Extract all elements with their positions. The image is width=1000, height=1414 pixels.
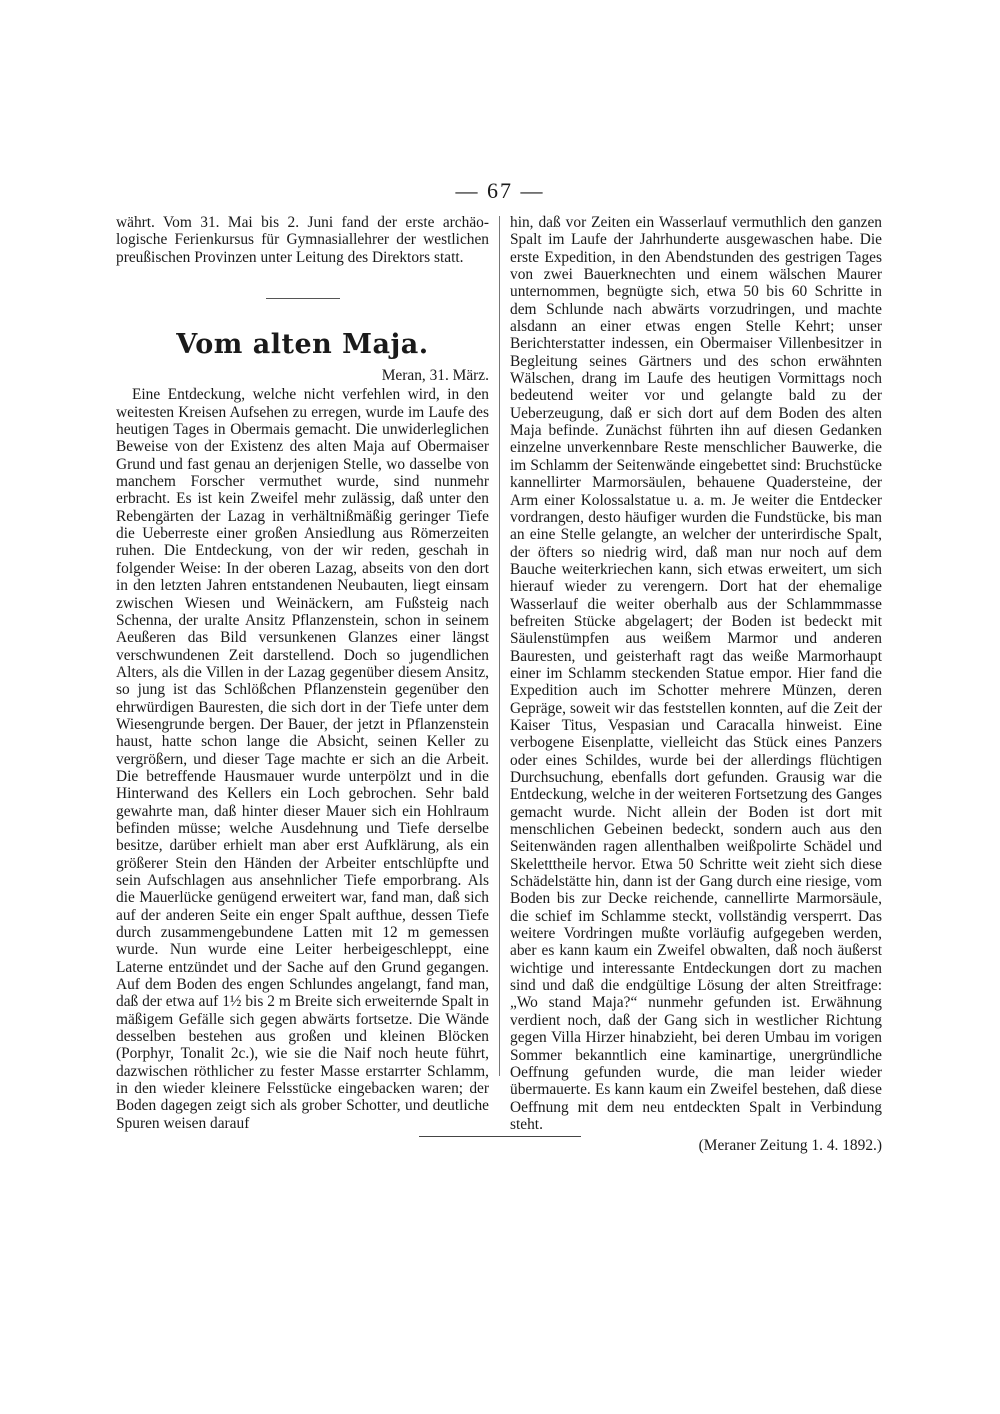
section-separator [266, 298, 340, 299]
column-divider [499, 216, 500, 1076]
right-column [510, 214, 882, 1155]
end-rule [419, 1136, 581, 1137]
article-dateline: Meran, 31. März. [381, 367, 489, 385]
article-title: Vom alten Maja. [176, 329, 429, 361]
article-source: (Meraner Zeitung 1. 4. 1892.) [698, 1137, 882, 1155]
page-number: — 67 — [455, 178, 545, 203]
left-column [116, 214, 489, 1132]
article-body-left: Eine Entdeckung, welche nicht verfehlen wird, in den weitesten Kreisen Aufsehen zu erregen, wurde im Laufe des heutigen Tages in Obermais gemacht. Die unwiderleglichen Beweise von der Existenz des alten Maja auf Obermaiser Grund und fast genau an derjenigen Stelle, wo dasselbe von manchem Forscher vermuthet wurde, sind nunmehr erbracht. Es ist kein Zweifel mehr zulässig, daß unter den Rebengärten der Lazag in verhältnißmäßig geringer Tiefe die Ueberreste einer großen Ansiedlung aus Römerzeiten ruhen. Die Entdeckung, von der wir reden, geschah in folgender Weise: In der oberen Lazag, abseits von den dort in den letzten Jahren entstandenen Neubauten, liegt einsam zwischen Wiesen und Weinäckern, am Fußsteig nach Schenna, der uralte Ansitz Pflanzenstein, schon in seinem Aeußeren das Bild versunkenen Glanzes einer längst verschwundenen Zeit darstellend. Doch so jugendlichen Alters, als die Villen in der Lazag gegenüber diesem Ansitz, so jung ist das Schlößchen Pflanzenstein gegenüber den ehrwürdigen Bauresten, die sich dort in der Tiefe unter dem Wiesengrunde bergen. Der Bauer, der jetzt in Pflanzenstein haust, hatte schon lange die Absicht, seinen Keller zu vergrößern, und dieser Tage machte er sich an die Arbeit. Die betreffende Hausmauer wurde unterpölzt und in die Hinterwand des Kellers ein Loch gebrochen. Sehr bald gewahrte man, daß hinter dieser Mauer sich ein Hohlraum befinden müsse; welche Ausdehnung und Tiefe derselbe besitze, darüber erhielt man aber erst Aufklärung, als ein größerer Stein den Händen der Arbeiter entschlüpfte und sein Aufschlagen aus ansehnlicher Tiefe emporbrang. Als die Mauerlücke genügend erweitert war, fand man, daß sich auf der anderen Seite ein enger Spalt aufthue, dessen Tiefe durch zusammengebundene Latten mit 12 m gemessen wurde. Nun wurde eine Leiter herbeigeschleppt, eine Laterne entzündet und der Sache auf den Grund gegangen. Auf dem Boden des engen Schlundes angelangt, fand man, daß der etwa auf 1½ bis 2 m Breite sich erweiternde Spalt in mäßigem Gefälle sich gegen abwärts fortsetze. Die Wände desselben bestehen aus großen und kleinen Blöcken (Porphyr, Tonalit 2c.), wie sie die Naif noch heute führt, dazwischen röthlicher zu fester Masse erstarrter Schlamm, in den wieder kleinere Felsstücke eingebacken waren; der Boden dagegen zeigt sich als grober Schotter, und deutliche Spuren weisen darauf [116, 386, 489, 1132]
intro-paragraph: währt. Vom 31. Mai bis 2. Juni fand der erste archäologische Ferienkursus für Gymnasiallehrer der westlichen preußischen Provinzen unter Leitung des Direktors statt. [116, 214, 489, 266]
article-body-right: hin, daß vor Zeiten ein Wasserlauf vermuthlich den ganzen Spalt im Laufe der Jahrhunderte ausgewaschen habe. Die erste Expedition, in den Abendstunden des gestrigen Tages von zwei Bauerknechten und einem wälschen Maurer unternommen, begnügte sich, etwa 50 bis 60 Schritte in dem Schlunde nach abwärts vorzudringen, und machte alsdann an einer etwas engen Stelle Kehrt; unser Berichterstatter indessen, ein Obermaiser Villenbesitzer in Begleitung seines Gärtners und des schon erwähnten Wälschen, drang im Laufe des heutigen Vormittags noch bedeutend weiter vor und gelangte bald zu der Ueberzeugung, daß er sich dort auf dem Boden des alten Maja befinde. Zunächst führten ihn auf diesen Gedanken einzelne unverkennbare Reste menschlicher Bauwerke, die im Schlamm der Seitenwände eingebettet sind: Bruchstücke kannellirter Marmorsäulen, behauene Quadersteine, der Arm einer Kolossalstatue u. a. m. Je weiter die Entdecker vordrangen, desto häufiger wurden die Fundstücke, bis man an eine Stelle gelangte, an welcher der unterirdische Spalt, der öfters so niedrig wird, daß man nur noch auf dem Bauche weiterkriechen kann, sich etwas erweitert, um sich hierauf wieder zu verengern. Dort hat der ehemalige Wasserlauf die weiter oberhalb aus der Schlammmasse befreiten Stücke abgelagert; der Boden ist bedeckt mit Säulenstümpfen aus weißem Marmor und anderen Bauresten, und geisterhaft ragt das weiße Marmorhaupt einer im Schlamm steckenden Statue empor. Hier fand die Expedition auch im Schotter mehrere Münzen, deren Gepräge, soweit wir das feststellen konnten, auf die Zeit der Kaiser Titus, Vespasian und Caracalla hinweist. Eine verbogene Eisenplatte, vielleicht das Stück eines Panzers oder eines Schildes, wurde bei der allerdings flüchtigen Durchsuchung, ebenfalls dort gefunden. Grausig war die Entdeckung, welche in der weiteren Fortsetzung des Ganges gemacht wurde. Nicht allein der Boden ist dort mit menschlichen Gebeinen bedeckt, sondern auch aus den Seitenwänden ragen allenthalben weißpolirte Schädel und Skeletttheile hervor. Etwa 50 Schritte weit zieht sich diese Schädelstätte hin, dann ist der Gang durch eine riesige, vom Boden bis zur Decke reichende, cannellirte Marmorsäule, die schief im Schlamme steckt, vollständig versperrt. Das weitere Vordringen mußte vorläufig aufgegeben werden, aber es kann kaum ein Zweifel obwalten, daß noch äußerst wichtige und interessante Entdeckungen dort zu machen sind und daß die endgültige Lösung der alten Streitfrage: „Wo stand Maja?“ nunmehr gefunden ist. Erwähnung verdient noch, daß der Gang sich in westlicher Richtung gegen Villa Hirzer hinabzieht, bei deren Umbau im vorigen Sommer bekanntlich eine kaminartige, unergründliche Oeffnung gefunden wurde, die man leider wieder übermauerte. Es kann kaum ein Zweifel bestehen, daß diese Oeffnung mit dem neu entdeckten Spalt in Verbindung steht. [510, 214, 882, 1133]
